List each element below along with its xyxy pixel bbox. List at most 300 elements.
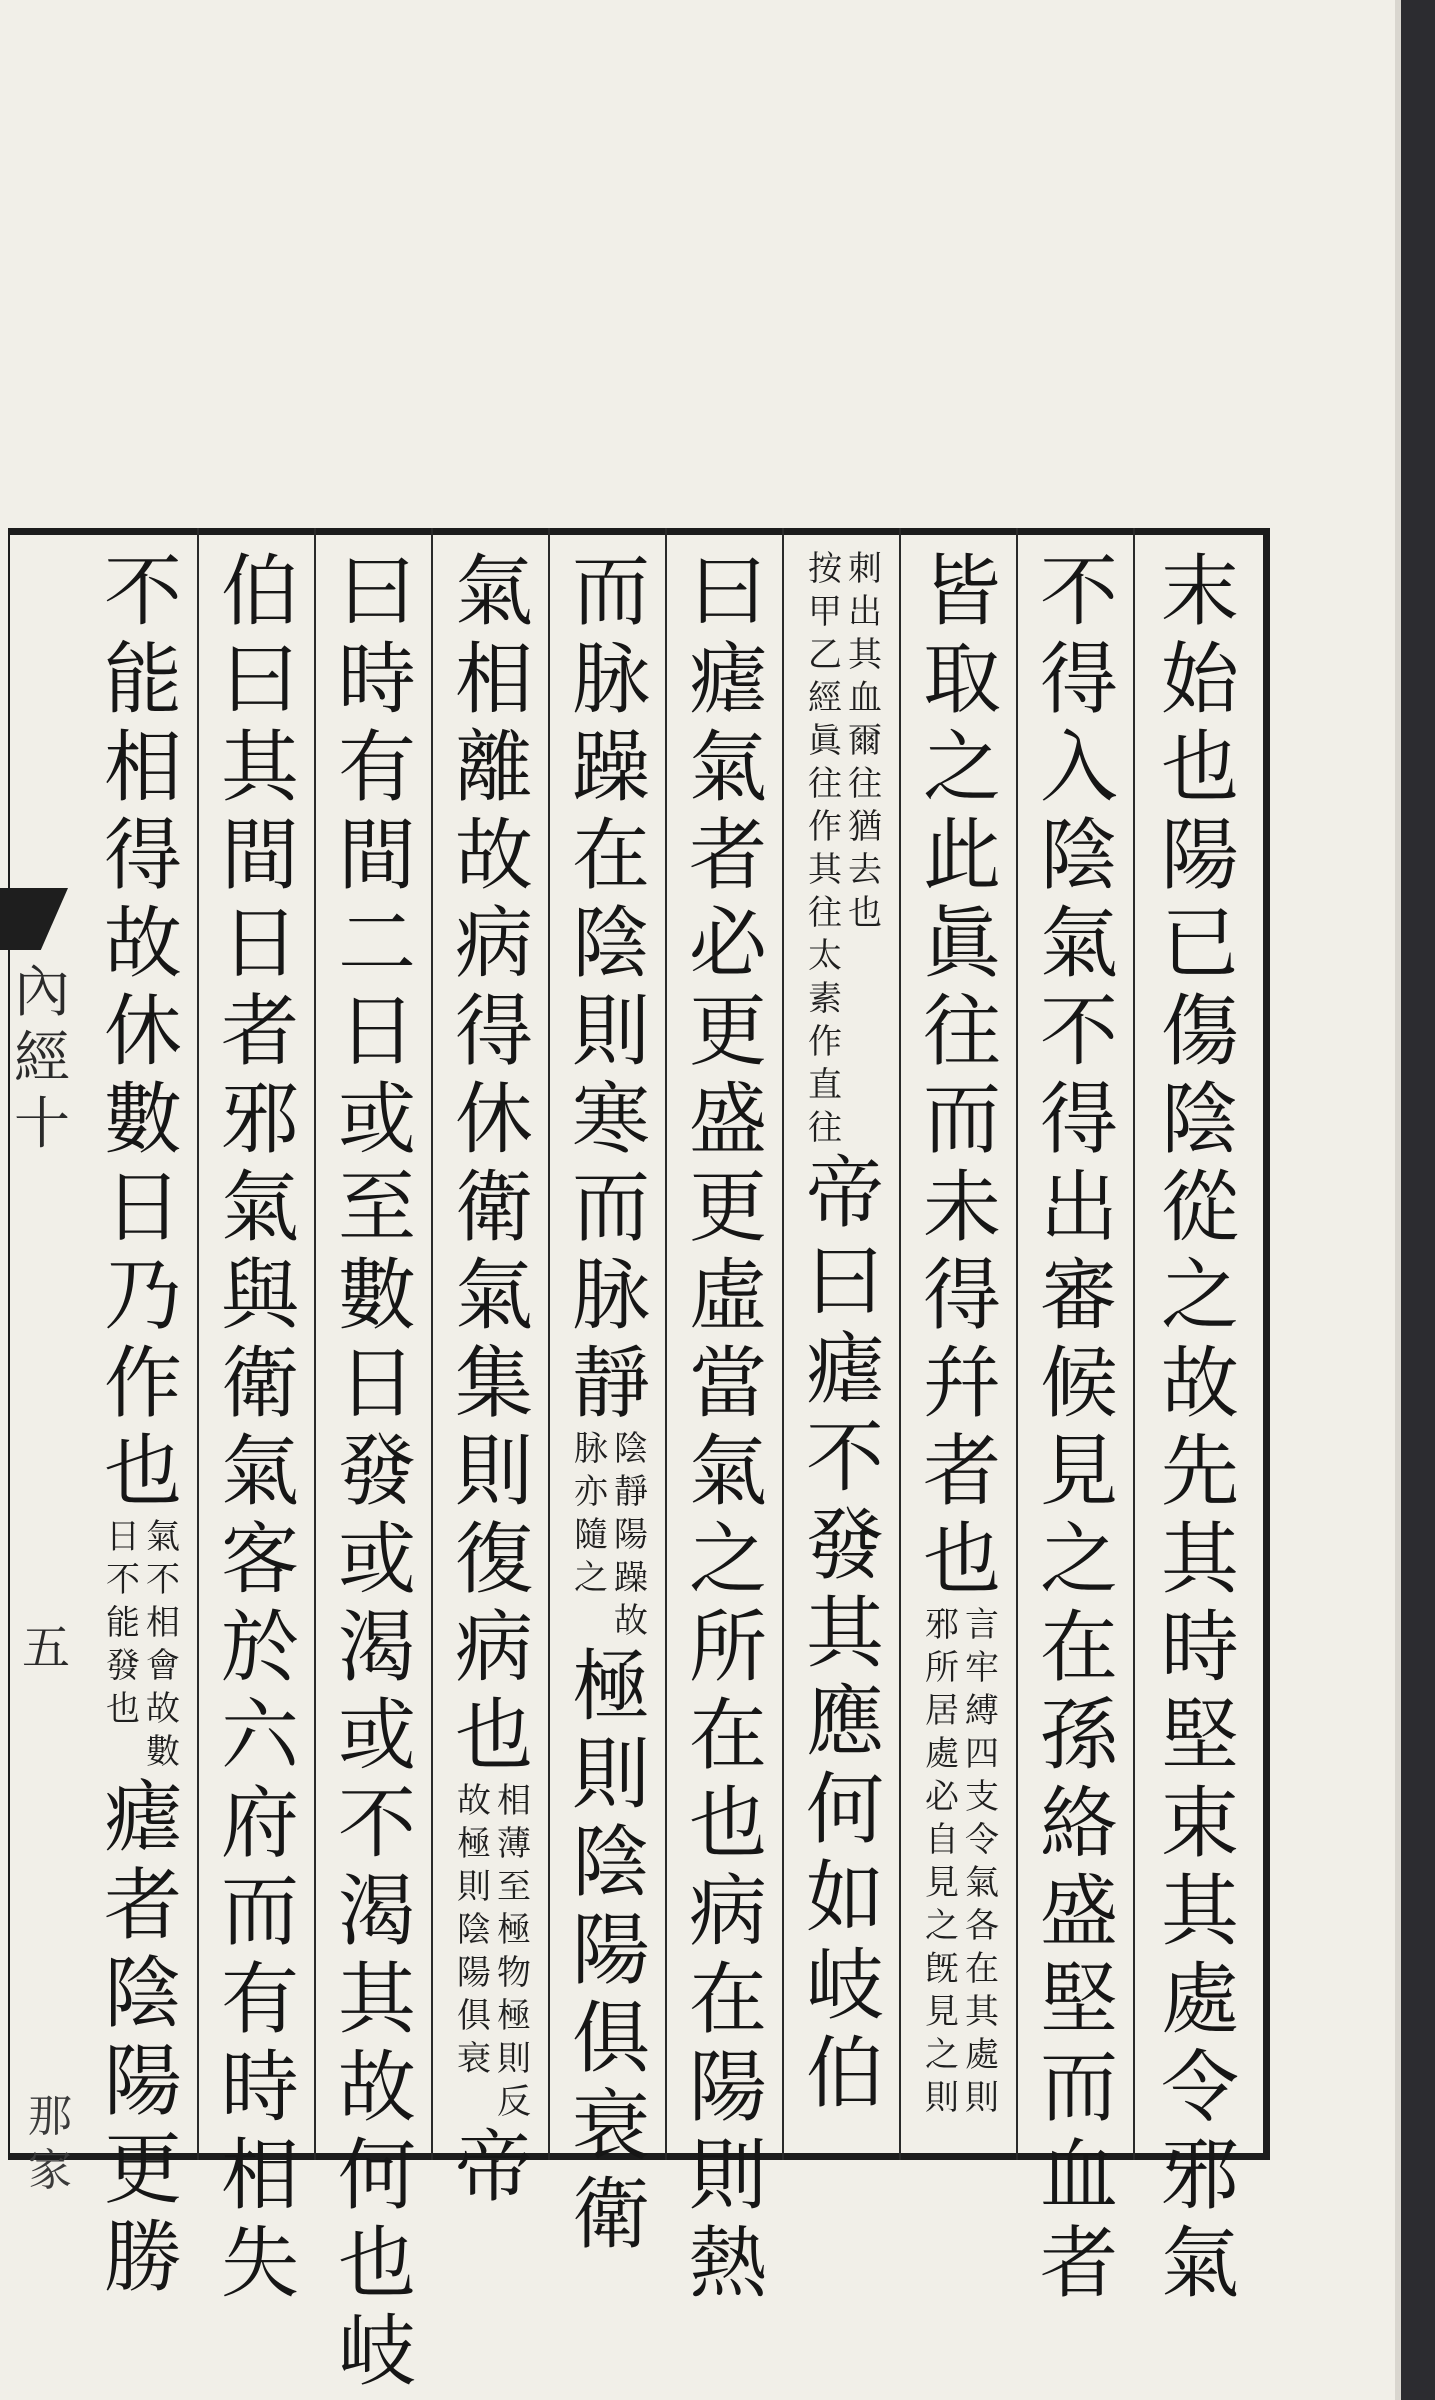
glyph: 如 <box>805 1853 884 1943</box>
commentary-line <box>494 1780 534 2124</box>
glyph: 處 <box>965 2035 999 2075</box>
glyph: 陽 <box>688 2043 767 2133</box>
glyph: 能 <box>106 1603 140 1643</box>
glyph: 傷 <box>1160 987 1239 1077</box>
commentary-note <box>571 1428 651 1643</box>
commentary-line <box>454 1780 494 2124</box>
glyph: 二 <box>337 899 416 989</box>
folio-number: 五 <box>22 1620 71 1676</box>
glyph: 日 <box>103 1163 182 1253</box>
glyph: 入 <box>1039 723 1118 813</box>
glyph: 從 <box>1160 1163 1239 1253</box>
glyph: 陽 <box>1160 811 1239 901</box>
glyph: 病 <box>688 1867 767 1957</box>
main-text-run <box>221 548 299 2308</box>
glyph: 始 <box>1160 635 1239 725</box>
glyph: 也 <box>1160 723 1239 813</box>
glyph: 血 <box>848 678 882 718</box>
column-rule <box>197 528 199 2160</box>
glyph: 其 <box>808 850 842 890</box>
glyph: 處 <box>1160 1955 1239 2045</box>
glyph: 病 <box>454 899 533 989</box>
glyph: 則 <box>965 2078 999 2118</box>
glyph: 寒 <box>571 1075 650 1165</box>
glyph: 盛 <box>1039 1867 1118 1957</box>
glyph: 集 <box>454 1339 533 1429</box>
glyph: 往 <box>848 764 882 804</box>
glyph: 間 <box>337 811 416 901</box>
glyph: 氣 <box>220 1163 299 1253</box>
glyph: 不 <box>106 1560 140 1600</box>
glyph: 則 <box>457 1867 491 1907</box>
glyph: 曰 <box>220 635 299 725</box>
glyph: 失 <box>220 2219 299 2309</box>
glyph: 帝 <box>805 1149 884 1239</box>
glyph: 會 <box>146 1646 180 1686</box>
glyph: 亦 <box>574 1472 608 1512</box>
page-edge <box>1395 0 1435 2400</box>
glyph: 各 <box>965 1906 999 1946</box>
margin-press-mark <box>22 2090 78 2198</box>
glyph: 其 <box>805 1589 884 1679</box>
glyph: 脉 <box>571 1251 650 1341</box>
glyph: 在 <box>965 1949 999 1989</box>
glyph: 有 <box>220 1955 299 2045</box>
text-column-2 <box>1025 547 1133 2309</box>
glyph: 不 <box>146 1560 180 1600</box>
glyph: 也 <box>103 1427 182 1517</box>
glyph: 陰 <box>1160 1075 1239 1165</box>
glyph: 故 <box>337 2043 416 2133</box>
main-text-run <box>689 548 767 2308</box>
glyph: 岐 <box>805 1941 884 2031</box>
commentary-line <box>143 1516 183 1774</box>
text-column-5 <box>674 547 782 2309</box>
commentary-note <box>454 1780 534 2124</box>
glyph: 素 <box>808 979 842 1019</box>
glyph: 府 <box>220 1779 299 1869</box>
column-rule <box>899 528 901 2160</box>
text-column-1 <box>1142 547 1258 2309</box>
glyph: 衛 <box>454 1163 533 1253</box>
glyph: 得 <box>103 811 182 901</box>
glyph: 者 <box>103 1861 182 1951</box>
glyph: 日 <box>337 1339 416 1429</box>
glyph: 去 <box>848 850 882 890</box>
glyph: 而 <box>220 1867 299 1957</box>
glyph: 四 <box>965 1734 999 1774</box>
glyph: 故 <box>1160 1339 1239 1429</box>
glyph: 得 <box>1039 635 1118 725</box>
glyph: 氣 <box>146 1517 180 1557</box>
glyph: 所 <box>925 1648 959 1688</box>
glyph: 伯 <box>805 2029 884 2119</box>
glyph: 眞 <box>922 899 1001 989</box>
glyph: 發 <box>337 1427 416 1517</box>
glyph: 在 <box>688 1955 767 2045</box>
glyph: 六 <box>220 1691 299 1781</box>
glyph: 隨 <box>574 1515 608 1555</box>
glyph: 瘧 <box>103 1773 182 1863</box>
glyph: 先 <box>1160 1427 1239 1517</box>
glyph: 時 <box>1160 1603 1239 1693</box>
glyph: 衰 <box>457 2039 491 2079</box>
glyph: 當 <box>688 1339 767 1429</box>
glyph: 躁 <box>571 723 650 813</box>
glyph: 勝 <box>103 2213 182 2303</box>
glyph: 盛 <box>688 1075 767 1165</box>
margin-title <box>14 960 70 1158</box>
glyph: 之 <box>925 1906 959 1946</box>
glyph: 休 <box>454 1075 533 1165</box>
glyph: 而 <box>571 547 650 637</box>
glyph: 極 <box>497 1910 531 1950</box>
glyph: 十 <box>14 1092 70 1157</box>
glyph: 見 <box>925 1863 959 1903</box>
glyph: 堅 <box>1160 1691 1239 1781</box>
column-rule <box>431 528 433 2160</box>
glyph: 俱 <box>457 1996 491 2036</box>
glyph: 氣 <box>454 1251 533 1341</box>
glyph: 乃 <box>103 1251 182 1341</box>
glyph: 氣 <box>965 1863 999 1903</box>
glyph: 氣 <box>220 1427 299 1517</box>
glyph: 靜 <box>571 1339 650 1429</box>
glyph: 極 <box>571 1642 650 1732</box>
glyph: 言 <box>965 1605 999 1645</box>
glyph: 薄 <box>497 1824 531 1864</box>
glyph: 而 <box>571 1163 650 1253</box>
glyph: 得 <box>922 1251 1001 1341</box>
glyph: 時 <box>337 635 416 725</box>
main-text-run <box>104 1774 182 2302</box>
main-text-run <box>806 1150 884 2118</box>
glyph: 候 <box>1039 1339 1118 1429</box>
glyph: 反 <box>497 2082 531 2122</box>
glyph: 更 <box>103 2125 182 2215</box>
glyph: 也 <box>337 2219 416 2309</box>
glyph: 之 <box>574 1558 608 1598</box>
text-column-3 <box>908 548 1016 2138</box>
glyph: 者 <box>922 1427 1001 1517</box>
glyph: 作 <box>103 1339 182 1429</box>
glyph: 得 <box>454 987 533 1077</box>
glyph: 其 <box>1160 1867 1239 1957</box>
commentary-note <box>922 1604 1002 2120</box>
glyph: 熱 <box>688 2219 767 2309</box>
glyph: 相 <box>454 635 533 725</box>
glyph: 發 <box>106 1646 140 1686</box>
commentary-note <box>103 1516 183 1774</box>
glyph: 日 <box>220 899 299 989</box>
glyph: 已 <box>1160 899 1239 989</box>
glyph: 見 <box>1039 1427 1118 1517</box>
column-rule <box>314 528 316 2160</box>
glyph: 陰 <box>571 899 650 989</box>
glyph: 相 <box>497 1781 531 1821</box>
glyph: 之 <box>1160 1251 1239 1341</box>
glyph: 經 <box>808 678 842 718</box>
column-rule <box>1133 528 1135 2160</box>
glyph: 曰 <box>337 547 416 637</box>
glyph: 爾 <box>848 721 882 761</box>
commentary-line <box>103 1516 143 1774</box>
glyph: 堅 <box>1039 1955 1118 2045</box>
glyph: 而 <box>1039 2043 1118 2133</box>
glyph: 必 <box>688 899 767 989</box>
glyph: 往 <box>808 893 842 933</box>
glyph: 不 <box>103 547 182 637</box>
glyph: 氣 <box>688 723 767 813</box>
glyph: 虛 <box>688 1251 767 1341</box>
text-column-7 <box>440 547 548 2213</box>
glyph: 其 <box>337 1955 416 2045</box>
glyph: 陽 <box>457 1953 491 1993</box>
glyph: 陽 <box>103 2037 182 2127</box>
glyph: 作 <box>808 1022 842 1062</box>
glyph: 則 <box>925 2078 959 2118</box>
glyph: 氣 <box>688 1427 767 1517</box>
glyph: 家 <box>28 2145 72 2196</box>
glyph: 者 <box>688 811 767 901</box>
glyph: 出 <box>848 592 882 632</box>
glyph: 間 <box>220 811 299 901</box>
glyph: 更 <box>688 1163 767 1253</box>
glyph: 故 <box>454 811 533 901</box>
glyph: 靜 <box>614 1472 648 1512</box>
glyph: 邪 <box>1160 2131 1239 2221</box>
glyph: 故 <box>457 1781 491 1821</box>
glyph: 則 <box>688 2131 767 2221</box>
glyph: 也 <box>454 1691 533 1781</box>
glyph: 衛 <box>220 1339 299 1429</box>
text-column-6 <box>557 547 665 2260</box>
glyph: 其 <box>848 635 882 675</box>
main-text-run <box>455 548 533 1780</box>
glyph: 於 <box>220 1603 299 1693</box>
glyph: 氣 <box>1160 2219 1239 2309</box>
glyph: 衰 <box>571 2082 650 2172</box>
glyph: 渴 <box>337 1867 416 1957</box>
glyph: 有 <box>337 723 416 813</box>
glyph: 審 <box>1039 1251 1118 1341</box>
column-rule <box>665 528 667 2160</box>
glyph: 則 <box>454 1427 533 1517</box>
glyph: 物 <box>497 1953 531 1993</box>
glyph: 或 <box>337 1515 416 1605</box>
glyph: 故 <box>614 1601 648 1641</box>
glyph: 作 <box>808 807 842 847</box>
glyph: 皆 <box>922 547 1001 637</box>
glyph: 或 <box>337 1691 416 1781</box>
glyph: 應 <box>805 1677 884 1767</box>
column-rule <box>1016 528 1018 2160</box>
glyph: 陰 <box>571 1818 650 1908</box>
glyph: 之 <box>922 723 1001 813</box>
glyph: 未 <box>922 1163 1001 1253</box>
glyph: 數 <box>146 1732 180 1772</box>
glyph: 居 <box>925 1691 959 1731</box>
glyph: 令 <box>1160 2043 1239 2133</box>
glyph: 者 <box>1039 2219 1118 2309</box>
glyph: 取 <box>922 635 1001 725</box>
glyph: 太 <box>808 936 842 976</box>
glyph: 束 <box>1160 1779 1239 1869</box>
glyph: 更 <box>688 987 767 1077</box>
glyph: 時 <box>220 2043 299 2133</box>
glyph: 支 <box>965 1777 999 1817</box>
glyph: 復 <box>454 1515 533 1605</box>
column-rule <box>782 528 784 2160</box>
glyph: 則 <box>571 987 650 1077</box>
glyph: 之 <box>925 2035 959 2075</box>
glyph: 也 <box>688 1779 767 1869</box>
glyph: 得 <box>1039 1075 1118 1165</box>
main-text-run <box>572 548 650 1428</box>
glyph: 末 <box>1160 547 1239 637</box>
commentary-line <box>611 1428 651 1643</box>
glyph: 旣 <box>925 1949 959 1989</box>
glyph: 躁 <box>614 1558 648 1598</box>
glyph: 出 <box>1039 1163 1118 1253</box>
commentary-line <box>922 1604 962 2120</box>
main-text-run <box>455 2124 533 2212</box>
glyph: 陽 <box>571 1906 650 1996</box>
glyph: 直 <box>808 1065 842 1105</box>
glyph: 幷 <box>922 1339 1001 1429</box>
glyph: 在 <box>571 811 650 901</box>
glyph: 發 <box>805 1501 884 1591</box>
glyph: 其 <box>965 1992 999 2032</box>
glyph: 按 <box>808 549 842 589</box>
glyph: 絡 <box>1039 1779 1118 1869</box>
glyph: 在 <box>1039 1603 1118 1693</box>
glyph: 相 <box>103 723 182 813</box>
glyph: 相 <box>220 2131 299 2221</box>
glyph: 血 <box>1039 2131 1118 2221</box>
main-text-run <box>572 1643 650 2259</box>
text-column-9 <box>206 547 314 2309</box>
glyph: 則 <box>497 2039 531 2079</box>
text-column-10 <box>89 547 197 2303</box>
glyph: 不 <box>1039 547 1118 637</box>
glyph: 不 <box>337 1779 416 1869</box>
glyph: 數 <box>337 1251 416 1341</box>
main-text-run <box>338 548 416 2396</box>
glyph: 俱 <box>571 1994 650 2084</box>
glyph: 此 <box>922 811 1001 901</box>
glyph: 何 <box>805 1765 884 1855</box>
glyph: 陰 <box>614 1429 648 1469</box>
glyph: 與 <box>220 1251 299 1341</box>
glyph: 岐 <box>337 2307 416 2397</box>
glyph: 之 <box>1039 1515 1118 1605</box>
glyph: 甲 <box>808 592 842 632</box>
glyph: 極 <box>457 1824 491 1864</box>
glyph: 孫 <box>1039 1691 1118 1781</box>
glyph: 也 <box>848 893 882 933</box>
glyph: 日 <box>337 987 416 1077</box>
glyph: 陰 <box>1039 811 1118 901</box>
main-text-run <box>1161 548 1239 2308</box>
main-text-run <box>923 548 1001 1604</box>
glyph: 那 <box>28 2091 72 2142</box>
glyph: 陽 <box>614 1515 648 1555</box>
column-rule <box>548 528 550 2160</box>
glyph: 日 <box>106 1517 140 1557</box>
glyph: 刺 <box>848 549 882 589</box>
glyph: 處 <box>925 1734 959 1774</box>
glyph: 則 <box>571 1730 650 1820</box>
glyph: 經 <box>14 1026 70 1091</box>
glyph: 渴 <box>337 1603 416 1693</box>
glyph: 不 <box>805 1413 884 1503</box>
main-text-run <box>1040 548 1118 2308</box>
glyph: 至 <box>497 1867 531 1907</box>
glyph: 氣 <box>454 547 533 637</box>
glyph: 故 <box>103 899 182 989</box>
glyph: 陰 <box>457 1910 491 1950</box>
glyph: 自 <box>925 1820 959 1860</box>
glyph: 曰 <box>805 1237 884 1327</box>
commentary-line <box>805 548 845 1150</box>
glyph: 休 <box>103 987 182 1077</box>
commentary-line <box>571 1428 611 1643</box>
glyph: 極 <box>497 1996 531 2036</box>
glyph: 所 <box>688 1603 767 1693</box>
text-column-4 <box>791 548 899 2138</box>
glyph: 邪 <box>220 1075 299 1165</box>
glyph: 令 <box>965 1820 999 1860</box>
glyph: 必 <box>925 1777 959 1817</box>
glyph: 至 <box>337 1163 416 1253</box>
glyph: 乙 <box>808 635 842 675</box>
glyph: 猶 <box>848 807 882 847</box>
glyph: 之 <box>688 1515 767 1605</box>
glyph: 帝 <box>454 2123 533 2213</box>
glyph: 氣 <box>1039 899 1118 989</box>
glyph: 而 <box>922 1075 1001 1165</box>
glyph: 也 <box>106 1689 140 1729</box>
glyph: 衛 <box>571 2170 650 2260</box>
glyph: 縛 <box>965 1691 999 1731</box>
glyph: 客 <box>220 1515 299 1605</box>
glyph: 往 <box>808 1108 842 1148</box>
glyph: 往 <box>808 764 842 804</box>
glyph: 曰 <box>688 547 767 637</box>
glyph: 脉 <box>574 1429 608 1469</box>
glyph: 何 <box>337 2131 416 2221</box>
glyph: 伯 <box>220 547 299 637</box>
glyph: 往 <box>922 987 1001 1077</box>
glyph: 牢 <box>965 1648 999 1688</box>
glyph: 能 <box>103 635 182 725</box>
main-text-run <box>104 548 182 1516</box>
glyph: 見 <box>925 1992 959 2032</box>
glyph: 數 <box>103 1075 182 1165</box>
glyph: 邪 <box>925 1605 959 1645</box>
glyph: 者 <box>220 987 299 1077</box>
glyph: 故 <box>146 1689 180 1729</box>
glyph: 眞 <box>808 721 842 761</box>
glyph: 陰 <box>103 1949 182 2039</box>
commentary-line <box>845 548 885 1150</box>
glyph: 在 <box>688 1691 767 1781</box>
text-column-8 <box>323 547 431 2397</box>
glyph: 相 <box>146 1603 180 1643</box>
glyph: 不 <box>1039 987 1118 1077</box>
glyph: 也 <box>922 1515 1001 1605</box>
